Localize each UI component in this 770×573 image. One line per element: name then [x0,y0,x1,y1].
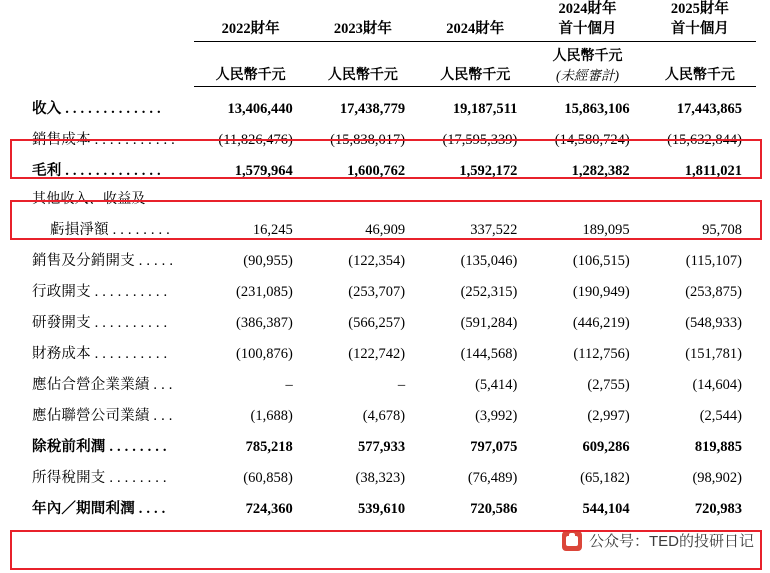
row-value: (60,858) [243,469,293,486]
row-value: 337,522 [470,221,518,238]
column-header-4: 2025財年 首十個月 [670,1,729,37]
row-value: (100,876) [235,345,293,362]
row-value [419,180,531,208]
row-label-profit-before-tax: 除稅前利潤 . . . . . . . . [32,438,167,455]
row-value: 720,983 [694,500,742,517]
watermark [562,530,754,551]
table-row [12,149,756,180]
unit-blank-cell [12,42,194,86]
row-value: (106,515) [572,252,630,269]
header-unit-row [12,42,756,86]
row-value: (98,902) [692,469,742,486]
row-value: (76,489) [467,469,518,486]
row-value: (190,949) [572,283,630,300]
row-value: (135,046) [460,252,518,269]
row-value: (566,257) [348,314,406,331]
row-value: (231,085) [235,283,293,300]
column-unit-0: 人民幣千元 [215,68,286,84]
row-value: (17,595,339) [442,131,518,148]
row-label-net-loss: 虧損淨額 . . . . . . . . [50,221,170,238]
row-label-jv-results: 應佔合營企業業績 . . . [32,376,173,393]
row-label-revenue: 收入 . . . . . . . . . . . . . [32,100,161,117]
row-value: 577,933 [357,438,406,455]
table-row [12,208,756,239]
table-row [12,487,756,518]
table-row [12,394,756,425]
row-value: (14,580,724) [554,131,630,148]
row-value: – [397,376,406,393]
wechat-logo-icon [562,531,582,551]
row-value: (65,182) [580,469,630,486]
row-value: (38,323) [355,469,406,486]
row-value: 17,443,865 [676,100,742,117]
row-value: 1,282,382 [571,162,630,179]
row-value [644,180,756,208]
row-value [531,180,643,208]
row-value: (5,414) [475,376,518,393]
row-value: 16,245 [252,221,293,238]
row-value: (14,604) [692,376,742,393]
row-value: (253,875) [685,283,742,300]
row-value: (2,997) [587,407,630,424]
row-value: (90,955) [243,252,293,269]
row-value: 1,592,172 [459,162,518,179]
row-value: (11,826,476) [218,131,293,148]
row-value: 539,610 [357,500,406,517]
row-value: 609,286 [582,438,630,455]
table-header [12,0,756,87]
row-label-profit-for-period: 年內／期間利潤 . . . . [32,500,166,517]
column-unit-4: 人民幣千元 [664,68,735,84]
row-value [307,180,419,208]
row-value: 189,095 [582,221,630,238]
row-label-rnd: 研發開支 . . . . . . . . . . [32,314,168,331]
row-label-other-income-line1: 其他收入、收益及 [32,191,146,207]
row-value: (151,781) [685,345,742,362]
row-value: 785,218 [245,438,293,455]
table-row [12,239,756,270]
column-header-2: 2024財年 [446,20,505,37]
row-value: (122,354) [348,252,406,269]
table-row [12,118,756,149]
column-header-1: 2023財年 [333,20,392,37]
row-value: (2,755) [587,376,630,393]
table-row [12,180,756,208]
table-row [12,456,756,487]
row-value: (253,707) [348,283,406,300]
row-label-selling-distribution: 銷售及分銷開支 . . . . . [32,252,174,269]
row-value: (115,107) [685,252,742,269]
header-period-row [12,0,756,41]
row-value: (3,992) [475,407,518,424]
row-value: 720,586 [470,500,518,517]
watermark-text: 公众号：TED的投研日记 [588,533,754,550]
row-value: 46,909 [365,221,406,238]
row-label-income-tax: 所得稅開支 . . . . . . . . [32,469,167,486]
row-label-finance-costs: 財務成本 . . . . . . . . . . [32,345,168,362]
row-value: 1,579,964 [234,162,293,179]
row-value: (4,678) [362,407,406,424]
financial-table [12,0,756,518]
header-blank-cell [12,0,194,41]
table-row [12,332,756,363]
row-value: (446,219) [572,314,630,331]
row-value: (144,568) [460,345,518,362]
row-label-associate-results: 應佔聯營公司業績 . . . [32,407,173,424]
column-header-3: 2024財年 首十個月 [558,1,617,37]
row-value: 1,600,762 [347,162,406,179]
row-value: 819,885 [694,438,742,455]
table-row [12,301,756,332]
column-unit-1: 人民幣千元 [327,68,398,84]
row-value: (15,838,017) [330,131,406,148]
row-value: 544,104 [582,500,630,517]
table-row [12,87,756,118]
row-value: (591,284) [460,314,518,331]
row-value: (548,933) [685,314,742,331]
table-body [12,87,756,518]
row-value: – [285,376,293,393]
row-value: 797,075 [470,438,518,455]
row-value: (112,756) [573,345,630,362]
row-label-administrative: 行政開支 . . . . . . . . . . [32,283,168,300]
row-value: (122,742) [348,345,406,362]
row-value: 1,811,021 [684,162,742,179]
column-unit-2: 人民幣千元 [440,68,511,84]
row-value: 724,360 [245,500,293,517]
row-value: 13,406,440 [227,100,293,117]
row-value: (386,387) [235,314,293,331]
column-unit-3: 人民幣千元 (未經審計) [552,49,623,84]
row-value: 95,708 [702,221,742,238]
row-value [194,180,306,208]
row-label-cost-of-sales: 銷售成本 . . . . . . . . . . . [32,131,175,148]
column-header-0: 2022財年 [221,20,280,37]
row-value: 19,187,511 [452,100,518,117]
table-row [12,363,756,394]
row-label-gross-profit: 毛利 . . . . . . . . . . . . . [32,162,161,179]
row-value: (15,632,844) [667,131,742,148]
table-row [12,425,756,456]
row-value: 17,438,779 [339,100,406,117]
row-value: (1,688) [250,407,293,424]
row-value: 15,863,106 [564,100,630,117]
row-value: (2,544) [699,407,742,424]
table-row [12,270,756,301]
row-value: (252,315) [460,283,518,300]
